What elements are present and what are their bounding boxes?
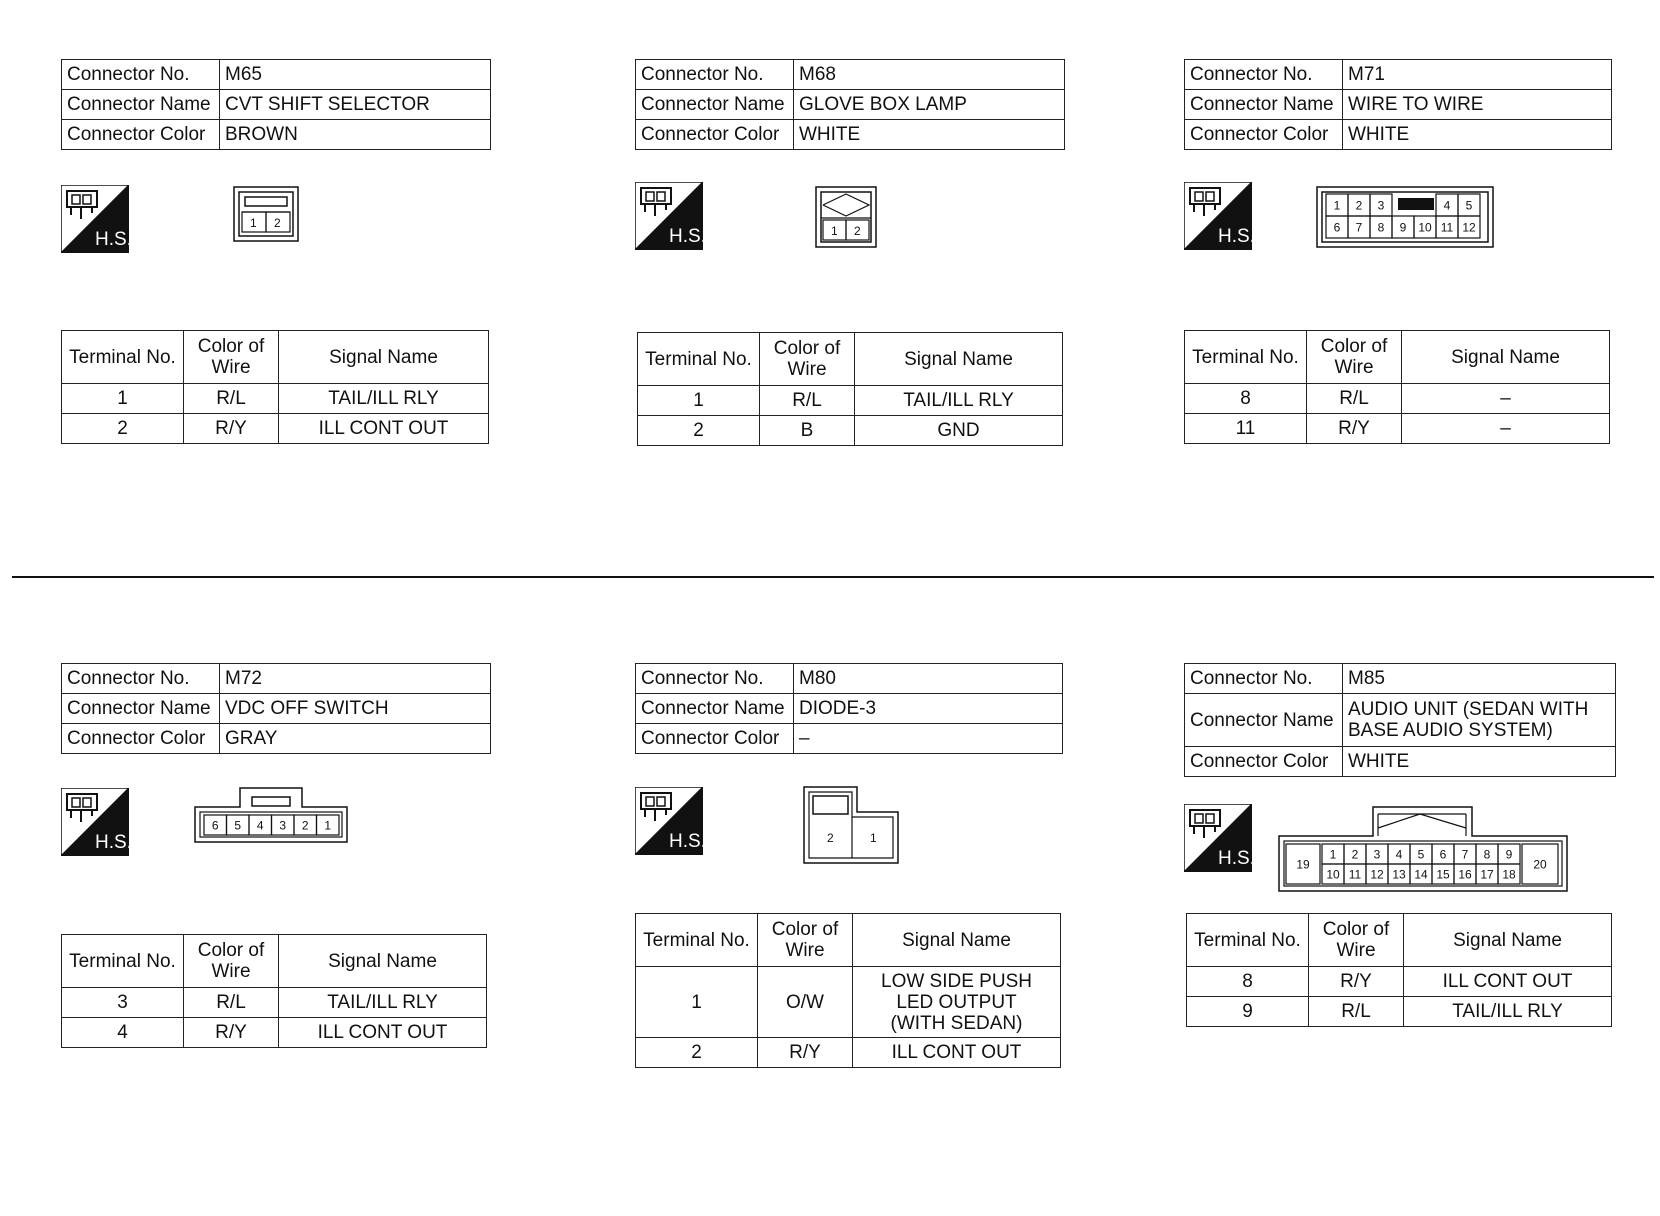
terminal-cell: 1 bbox=[636, 967, 758, 1038]
connector-name-value: DIODE-3 bbox=[794, 694, 1063, 724]
connector-color-label: Connector Color bbox=[636, 120, 794, 150]
pin-label: 1 bbox=[1329, 847, 1337, 862]
terminal-cell: 8 bbox=[1185, 384, 1307, 414]
connector-no-value: M85 bbox=[1343, 664, 1616, 694]
connector-info-table-m71 bbox=[1184, 59, 1612, 150]
color-of-wire-header: Color of Wire bbox=[1309, 914, 1404, 967]
connector-name-value: WIRE TO WIRE bbox=[1343, 90, 1612, 120]
terminal-cell: 9 bbox=[1187, 997, 1309, 1027]
pin-label: 4 bbox=[1395, 847, 1403, 862]
terminal-cell: 1 bbox=[638, 386, 760, 416]
connector-name-value: CVT SHIFT SELECTOR bbox=[220, 90, 491, 120]
terminal-no-header: Terminal No. bbox=[62, 935, 184, 988]
connector-color-label: Connector Color bbox=[62, 120, 220, 150]
connector-color-value: WHITE bbox=[1343, 747, 1616, 777]
signal-name-header: Signal Name bbox=[1404, 914, 1612, 967]
connector-name-label: Connector Name bbox=[62, 90, 220, 120]
terminal-no-header: Terminal No. bbox=[638, 333, 760, 386]
connector-info-table-m68 bbox=[635, 59, 1065, 150]
connector-no-value: M65 bbox=[220, 60, 491, 90]
connector-face-m71 bbox=[1316, 186, 1494, 248]
pin-label: 2 bbox=[854, 224, 861, 238]
hs-badge-icon bbox=[635, 182, 706, 250]
connector-no-value: M68 bbox=[794, 60, 1065, 90]
connector-color-value: WHITE bbox=[1343, 120, 1612, 150]
terminal-cell: 1 bbox=[62, 384, 184, 414]
wire-cell: R/L bbox=[184, 988, 279, 1018]
signal-cell: TAIL/ILL RLY bbox=[279, 384, 489, 414]
wire-cell: R/Y bbox=[184, 414, 279, 444]
pin-label: 8 bbox=[1377, 220, 1385, 235]
connector-no-label: Connector No. bbox=[62, 664, 220, 694]
signal-cell: ILL CONT OUT bbox=[853, 1038, 1061, 1068]
wire-cell: R/L bbox=[1309, 997, 1404, 1027]
connector-info-table-m85 bbox=[1184, 663, 1616, 777]
signal-cell: LOW SIDE PUSH LED OUTPUT (WITH SEDAN) bbox=[853, 967, 1061, 1038]
color-of-wire-header: Color of Wire bbox=[1307, 331, 1402, 384]
connector-face-m85 bbox=[1278, 806, 1568, 892]
terminal-no-header: Terminal No. bbox=[1185, 331, 1307, 384]
terminal-cell: 11 bbox=[1185, 414, 1307, 444]
pin-label: 14 bbox=[1414, 867, 1428, 882]
terminal-no-header: Terminal No. bbox=[1187, 914, 1309, 967]
pin-label: 1 bbox=[250, 216, 257, 230]
hs-badge-icon bbox=[635, 787, 706, 855]
wire-cell: O/W bbox=[758, 967, 853, 1038]
pin-label: 15 bbox=[1436, 867, 1450, 882]
connector-face-m72 bbox=[194, 787, 348, 843]
connector-no-value: M72 bbox=[220, 664, 491, 694]
connector-face-m80 bbox=[803, 786, 899, 864]
connector-face-m65 bbox=[233, 186, 299, 242]
connector-color-value: WHITE bbox=[794, 120, 1065, 150]
pin-label: 5 bbox=[234, 818, 242, 833]
pin-label: 9 bbox=[1505, 847, 1513, 862]
key-mark bbox=[1398, 198, 1434, 210]
terminal-table-m85 bbox=[1186, 913, 1612, 1027]
signal-cell: GND bbox=[855, 416, 1063, 446]
table-row bbox=[1187, 967, 1612, 997]
wire-cell: R/L bbox=[1307, 384, 1402, 414]
pin-label: 1 bbox=[870, 831, 877, 845]
pin-label: 2 bbox=[827, 831, 834, 845]
connector-name-value: VDC OFF SWITCH bbox=[220, 694, 491, 724]
color-of-wire-header: Color of Wire bbox=[184, 331, 279, 384]
table-row bbox=[638, 416, 1063, 446]
connector-color-label: Connector Color bbox=[1185, 747, 1343, 777]
signal-name-header: Signal Name bbox=[1402, 331, 1610, 384]
pin-label: 8 bbox=[1483, 847, 1491, 862]
pin-label: 18 bbox=[1502, 867, 1516, 882]
table-row bbox=[636, 967, 1061, 1038]
connector-info-table-m80 bbox=[635, 663, 1063, 754]
terminal-table-m65 bbox=[61, 330, 489, 444]
connector-name-value: GLOVE BOX LAMP bbox=[794, 90, 1065, 120]
pin-label: 1 bbox=[324, 818, 332, 833]
signal-cell: TAIL/ILL RLY bbox=[855, 386, 1063, 416]
pin-label: 2 bbox=[301, 818, 309, 833]
pin-label: 3 bbox=[279, 818, 287, 833]
table-row bbox=[1185, 414, 1610, 444]
connector-name-label: Connector Name bbox=[636, 694, 794, 724]
table-row bbox=[62, 414, 489, 444]
terminal-no-header: Terminal No. bbox=[62, 331, 184, 384]
connector-name-label: Connector Name bbox=[1185, 694, 1343, 747]
table-row bbox=[1185, 384, 1610, 414]
pin-label: 6 bbox=[211, 818, 219, 833]
signal-cell: TAIL/ILL RLY bbox=[279, 988, 487, 1018]
terminal-table-m68 bbox=[637, 332, 1063, 446]
connector-no-value: M71 bbox=[1343, 60, 1612, 90]
pin-label: 5 bbox=[1465, 198, 1473, 213]
connector-info-table-m72 bbox=[61, 663, 491, 754]
table-row bbox=[62, 384, 489, 414]
terminal-cell: 2 bbox=[638, 416, 760, 446]
pin-label: 5 bbox=[1417, 847, 1425, 862]
table-row bbox=[1187, 997, 1612, 1027]
terminal-cell: 2 bbox=[62, 414, 184, 444]
terminal-cell: 8 bbox=[1187, 967, 1309, 997]
connector-face-m68 bbox=[815, 186, 877, 248]
signal-cell: ILL CONT OUT bbox=[1404, 967, 1612, 997]
terminal-table-m72 bbox=[61, 934, 487, 1048]
pin-label: 12 bbox=[1370, 867, 1384, 882]
pin-label: 12 bbox=[1462, 220, 1476, 235]
signal-cell: – bbox=[1402, 414, 1610, 444]
hs-badge-label: H.S. bbox=[1218, 226, 1255, 247]
connector-no-label: Connector No. bbox=[1185, 60, 1343, 90]
pin-label: 3 bbox=[1377, 198, 1385, 213]
table-row bbox=[62, 1018, 487, 1048]
wire-cell: R/Y bbox=[184, 1018, 279, 1048]
wire-cell: R/Y bbox=[1309, 967, 1404, 997]
pin-label: 11 bbox=[1440, 220, 1454, 235]
color-of-wire-header: Color of Wire bbox=[758, 914, 853, 967]
wire-cell: R/L bbox=[184, 384, 279, 414]
wire-cell: R/L bbox=[760, 386, 855, 416]
connector-color-value: GRAY bbox=[220, 724, 491, 754]
connector-name-value: AUDIO UNIT (SEDAN WITH BASE AUDIO SYSTEM) bbox=[1343, 694, 1616, 747]
connector-color-label: Connector Color bbox=[1185, 120, 1343, 150]
pin-label: 4 bbox=[1443, 198, 1451, 213]
pin-label: 3 bbox=[1373, 847, 1381, 862]
pin-label: 7 bbox=[1355, 220, 1363, 235]
table-row bbox=[638, 386, 1063, 416]
connector-no-label: Connector No. bbox=[62, 60, 220, 90]
connector-color-label: Connector Color bbox=[636, 724, 794, 754]
pin-label: 2 bbox=[274, 216, 281, 230]
connector-info-table-m65 bbox=[61, 59, 491, 150]
table-row bbox=[636, 1038, 1061, 1068]
connector-name-label: Connector Name bbox=[636, 90, 794, 120]
hs-badge-label: H.S. bbox=[669, 226, 706, 247]
hs-badge-label: H.S. bbox=[1218, 848, 1255, 869]
pin-label: 17 bbox=[1480, 867, 1494, 882]
pin-label: 4 bbox=[256, 818, 264, 833]
wire-cell: R/Y bbox=[758, 1038, 853, 1068]
terminal-no-header: Terminal No. bbox=[636, 914, 758, 967]
hs-badge-label: H.S. bbox=[669, 831, 706, 852]
wire-cell: R/Y bbox=[1307, 414, 1402, 444]
signal-name-header: Signal Name bbox=[855, 333, 1063, 386]
pin-label: 10 bbox=[1326, 867, 1340, 882]
connector-color-label: Connector Color bbox=[62, 724, 220, 754]
hs-badge-icon bbox=[61, 788, 132, 856]
connector-color-value: – bbox=[794, 724, 1063, 754]
signal-cell: TAIL/ILL RLY bbox=[1404, 997, 1612, 1027]
color-of-wire-header: Color of Wire bbox=[184, 935, 279, 988]
signal-cell: – bbox=[1402, 384, 1610, 414]
connector-no-value: M80 bbox=[794, 664, 1063, 694]
pin-label: 2 bbox=[1355, 198, 1363, 213]
pin-label: 9 bbox=[1399, 220, 1407, 235]
pin-label: 11 bbox=[1348, 867, 1362, 882]
signal-name-header: Signal Name bbox=[279, 331, 489, 384]
connector-no-label: Connector No. bbox=[636, 60, 794, 90]
hs-badge-icon bbox=[1184, 182, 1255, 250]
pin-label: 6 bbox=[1333, 220, 1341, 235]
pin-label: 6 bbox=[1439, 847, 1447, 862]
terminal-cell: 4 bbox=[62, 1018, 184, 1048]
hs-badge-label: H.S. bbox=[95, 832, 132, 853]
pin-label: 19 bbox=[1296, 857, 1310, 872]
connector-name-label: Connector Name bbox=[62, 694, 220, 724]
signal-cell: ILL CONT OUT bbox=[279, 414, 489, 444]
pin-label: 20 bbox=[1533, 857, 1547, 872]
pin-label: 13 bbox=[1392, 867, 1406, 882]
terminal-cell: 3 bbox=[62, 988, 184, 1018]
hs-badge-label: H.S. bbox=[95, 229, 132, 250]
pin-label: 7 bbox=[1461, 847, 1469, 862]
signal-name-header: Signal Name bbox=[279, 935, 487, 988]
section-divider bbox=[12, 576, 1654, 578]
connector-name-label: Connector Name bbox=[1185, 90, 1343, 120]
signal-name-header: Signal Name bbox=[853, 914, 1061, 967]
pin-label: 10 bbox=[1418, 220, 1432, 235]
connector-no-label: Connector No. bbox=[1185, 664, 1343, 694]
terminal-table-m80 bbox=[635, 913, 1061, 1068]
signal-cell: ILL CONT OUT bbox=[279, 1018, 487, 1048]
pin-label: 16 bbox=[1458, 867, 1472, 882]
pin-label: 2 bbox=[1351, 847, 1359, 862]
hs-badge-icon bbox=[1184, 804, 1255, 872]
pin-label: 1 bbox=[831, 224, 838, 238]
pin-label: 1 bbox=[1333, 198, 1341, 213]
table-row bbox=[62, 988, 487, 1018]
terminal-table-m71 bbox=[1184, 330, 1610, 444]
color-of-wire-header: Color of Wire bbox=[760, 333, 855, 386]
wire-cell: B bbox=[760, 416, 855, 446]
hs-badge-icon bbox=[61, 185, 132, 253]
terminal-cell: 2 bbox=[636, 1038, 758, 1068]
connector-color-value: BROWN bbox=[220, 120, 491, 150]
connector-no-label: Connector No. bbox=[636, 664, 794, 694]
